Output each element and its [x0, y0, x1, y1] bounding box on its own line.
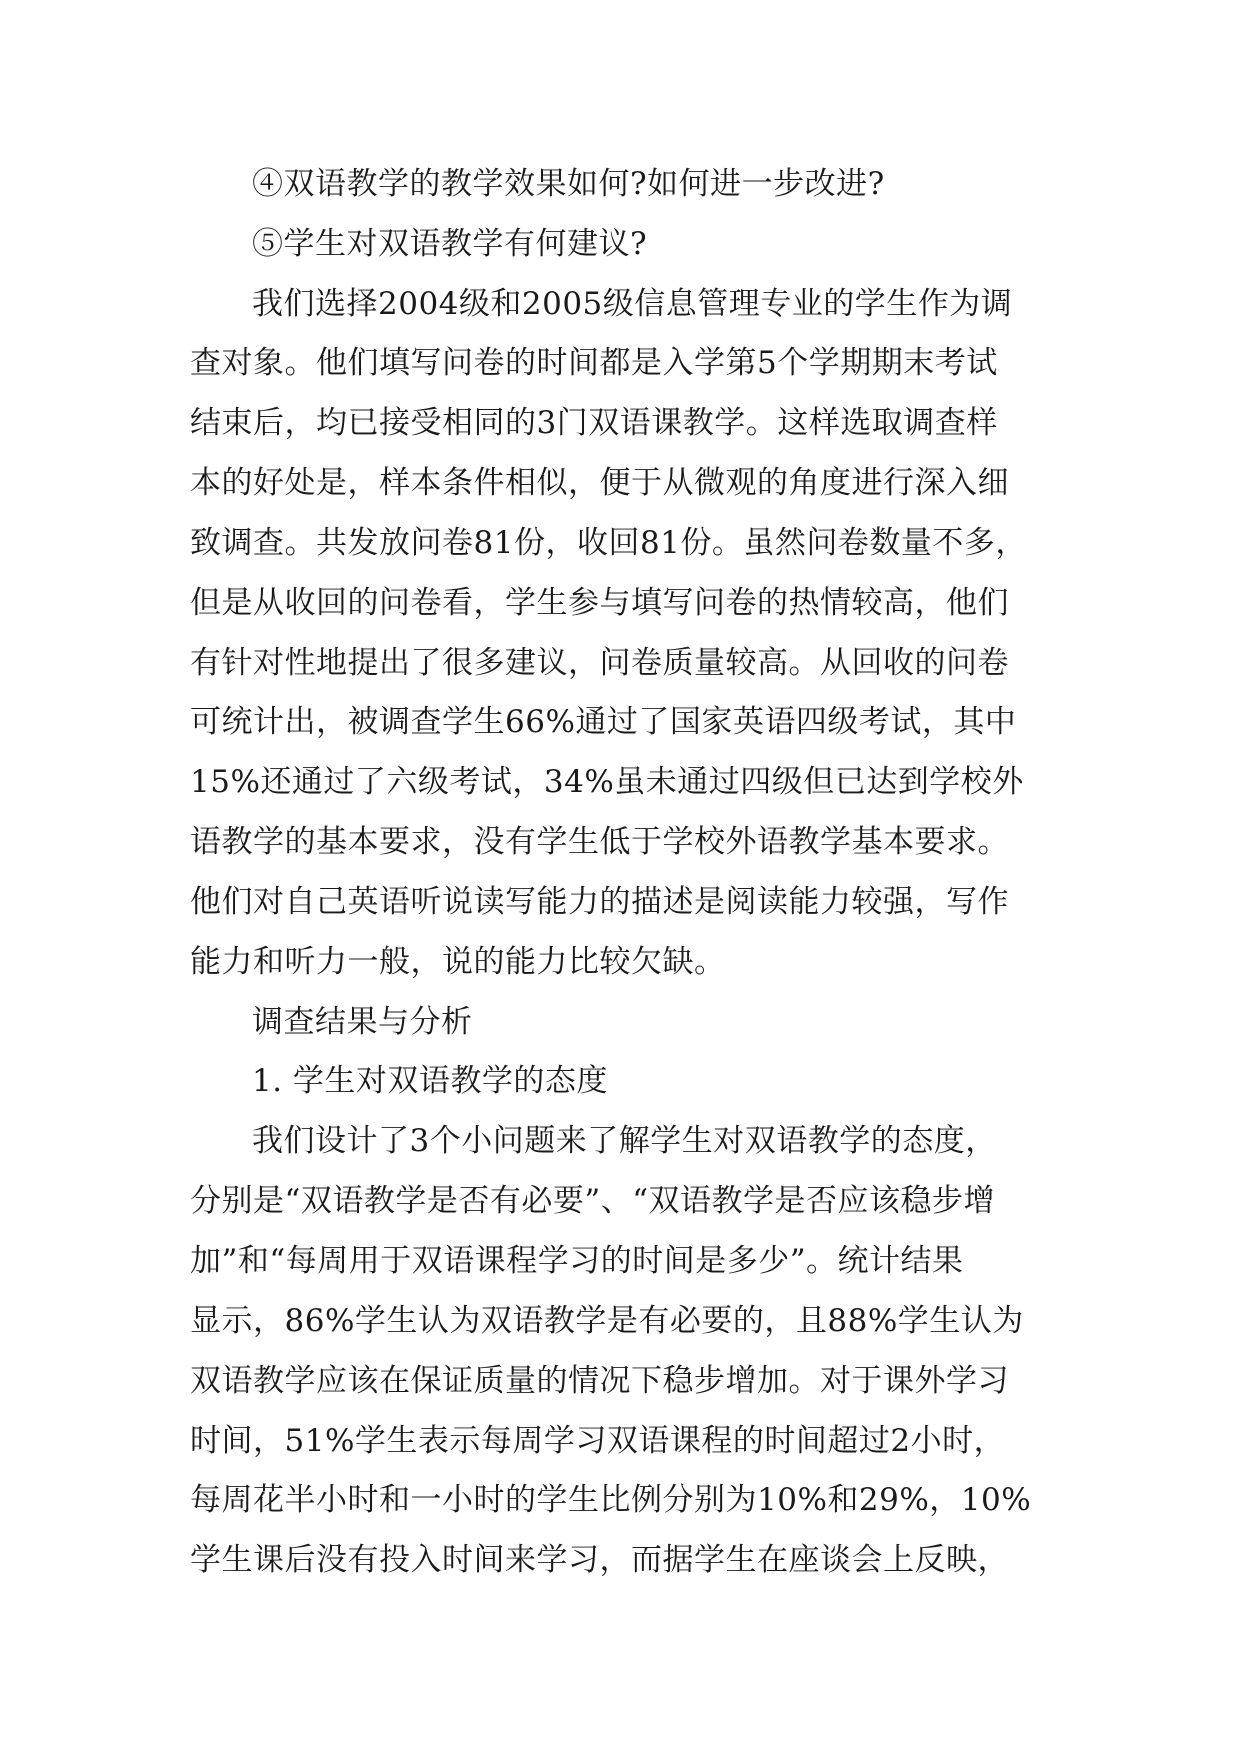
- text-line: 他们对自己英语听说读写能力的描述是阅读能力较强，写作: [190, 884, 1009, 920]
- text-line: 可统计出，被调查学生66%通过了国家英语四级考试，其中: [190, 704, 1017, 740]
- text-line: 学生课后没有投入时间来学习，而据学生在座谈会上反映，: [190, 1542, 1009, 1578]
- text-line: 时间，51%学生表示每周学习双语课程的时间超过2小时，: [190, 1423, 1006, 1459]
- text-line: 但是从收回的问卷看，学生参与填写问卷的热情较高，他们: [190, 585, 1009, 621]
- text-line: ④双语教学的教学效果如何?如何进一步改进?: [252, 166, 885, 202]
- text-line: 语教学的基本要求，没有学生低于学校外语教学基本要求。: [190, 824, 1009, 860]
- text-line: 加”和“每周用于双语课程学习的时间是多少”。统计结果: [190, 1243, 964, 1279]
- text-line: 本的好处是，样本条件相似，便于从微观的角度进行深入细: [190, 465, 1009, 501]
- text-line: 我们设计了3个小问题来了解学生对双语教学的态度，: [252, 1123, 997, 1159]
- text-line: 结束后，均已接受相同的3门双语课教学。这样选取调查样: [190, 405, 998, 441]
- text-line: 分别是“双语教学是否有必要”、“双语教学是否应该稳步增: [190, 1183, 996, 1219]
- text-line: 我们选择2004级和2005级信息管理专业的学生作为调: [252, 286, 1013, 322]
- text-line: 有针对性地提出了很多建议，问卷质量较高。从回收的问卷: [190, 645, 1009, 681]
- text-line: 双语教学应该在保证质量的情况下稳步增加。对于课外学习: [190, 1363, 1009, 1399]
- text-line: 每周花半小时和一小时的学生比例分别为10%和29%，10%: [190, 1482, 1032, 1518]
- section-heading: 调查结果与分析: [252, 1004, 473, 1040]
- text-line: 显示，86%学生认为双语教学是有必要的，且88%学生认为: [190, 1303, 1024, 1339]
- text-line: 15%还通过了六级考试，34%虽未通过四级但已达到学校外: [190, 764, 1024, 800]
- text-line: ⑤学生对双语教学有何建议?: [252, 226, 648, 262]
- subsection-heading: 1. 学生对双语教学的态度: [252, 1063, 608, 1099]
- text-line: 查对象。他们填写问卷的时间都是入学第5个学期期末考试: [190, 345, 998, 381]
- text-line: 致调查。共发放问卷81份，收回81份。虽然问卷数量不多，: [190, 525, 1027, 561]
- text-line: 能力和听力一般，说的能力比较欠缺。: [190, 944, 726, 980]
